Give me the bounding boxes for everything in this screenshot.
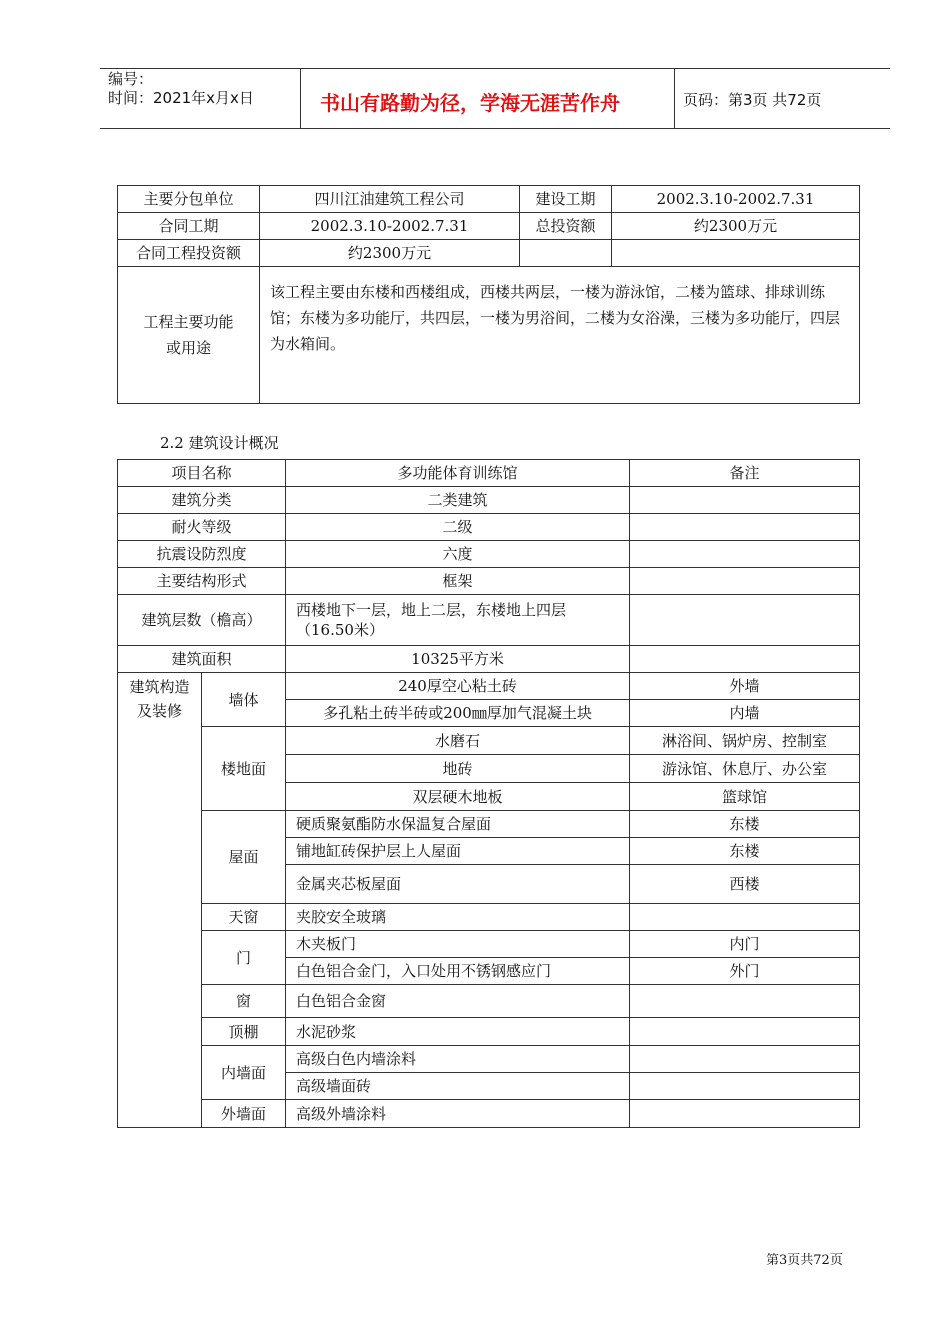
table-row	[118, 931, 860, 958]
sub-label: 外墙面	[202, 1100, 286, 1128]
sub-label: 窗	[202, 985, 286, 1018]
cell-note	[630, 904, 860, 931]
table-row	[118, 541, 860, 568]
cell-value: 夹胶安全玻璃	[286, 904, 630, 931]
cell-note	[630, 1046, 860, 1073]
cell-value: 240厚空心粘土砖	[286, 673, 630, 700]
header-divider-1	[300, 68, 301, 129]
table-row	[118, 595, 860, 646]
column-header: 备注	[630, 460, 860, 487]
cell-label: 总投资额	[520, 213, 612, 240]
cell-note: 淋浴间、锅炉房、控制室	[630, 727, 860, 755]
header-page-number: 页码：第3页 共72页	[683, 91, 822, 109]
sub-label: 内墙面	[202, 1046, 286, 1100]
cell-note	[630, 985, 860, 1018]
cell-value: 10325平方米	[286, 646, 630, 673]
cell-value: 木夹板门	[286, 931, 630, 958]
cell-value	[612, 240, 860, 267]
cell-value: 二类建筑	[286, 487, 630, 514]
cell-value: 铺地缸砖保护层上人屋面	[286, 838, 630, 865]
cell-note	[630, 541, 860, 568]
cell-note	[630, 487, 860, 514]
cell-value: 约2300万元	[260, 240, 520, 267]
table-row	[118, 240, 860, 267]
cell-note	[630, 595, 860, 646]
cell-value: 白色铝合金窗	[286, 985, 630, 1018]
table-row	[118, 487, 860, 514]
sub-label: 屋面	[202, 811, 286, 904]
cell-value: 2002.3.10-2002.7.31	[612, 186, 860, 213]
cell-value: 约2300万元	[612, 213, 860, 240]
cell-note: 游泳馆、休息厅、办公室	[630, 755, 860, 783]
cell-note: 篮球馆	[630, 783, 860, 811]
cell-label: 建设工期	[520, 186, 612, 213]
table-row	[118, 646, 860, 673]
cell-value: 二级	[286, 514, 630, 541]
sub-label: 天窗	[202, 904, 286, 931]
cell-value: 高级墙面砖	[286, 1073, 630, 1100]
header-time: 时间：2021年x月x日	[108, 89, 254, 107]
cell-note: 东楼	[630, 838, 860, 865]
table-row	[118, 1100, 860, 1128]
cell-note	[630, 514, 860, 541]
table-row	[118, 1046, 860, 1073]
cell-value: 地砖	[286, 755, 630, 783]
cell-value: 水泥砂浆	[286, 1018, 630, 1046]
sub-label: 墙体	[202, 673, 286, 727]
cell-value: 框架	[286, 568, 630, 595]
table-row	[118, 186, 860, 213]
table-row	[118, 904, 860, 931]
design-overview-table	[117, 459, 860, 1128]
cell-note: 西楼	[630, 865, 860, 904]
header-divider-2	[674, 68, 675, 129]
table-row	[118, 267, 860, 404]
sub-label: 楼地面	[202, 727, 286, 811]
cell-note: 外墙	[630, 673, 860, 700]
cell-value: 高级外墙涂料	[286, 1100, 630, 1128]
cell-label: 合同工期	[118, 213, 260, 240]
cell-value: 金属夹芯板屋面	[286, 865, 630, 904]
cell-value: 2002.3.10-2002.7.31	[260, 213, 520, 240]
cell-value: 硬质聚氨酯防水保温复合屋面	[286, 811, 630, 838]
table-header-row	[118, 460, 860, 487]
cell-note	[630, 568, 860, 595]
cell-value: 多孔粘土砖半砖或200㎜厚加气混凝土块	[286, 700, 630, 727]
cell-label	[520, 240, 612, 267]
table-row	[118, 213, 860, 240]
header-motto: 书山有路勤为径，学海无涯苦作舟	[320, 91, 620, 115]
cell-label: 抗震设防烈度	[118, 541, 286, 568]
cell-note: 外门	[630, 958, 860, 985]
table-row	[118, 568, 860, 595]
group-label: 建筑构造及装修	[118, 673, 202, 1128]
cell-value: 四川江油建筑工程公司	[260, 186, 520, 213]
cell-note: 内门	[630, 931, 860, 958]
cell-note	[630, 1018, 860, 1046]
cell-note	[630, 646, 860, 673]
table-row	[118, 985, 860, 1018]
section-title: 2.2 建筑设计概况	[160, 434, 279, 452]
table-row	[118, 514, 860, 541]
table-row	[118, 1018, 860, 1046]
cell-note: 内墙	[630, 700, 860, 727]
cell-note: 东楼	[630, 811, 860, 838]
header-top-rule	[100, 68, 890, 69]
header-serial: 编号：	[108, 70, 154, 88]
table-row	[118, 727, 860, 755]
table-row	[118, 811, 860, 838]
cell-note	[630, 1073, 860, 1100]
cell-value: 双层硬木地板	[286, 783, 630, 811]
table-row	[118, 673, 860, 700]
cell-label: 建筑分类	[118, 487, 286, 514]
footer-page-number: 第3页共72页	[766, 1253, 843, 1268]
cell-label: 主要结构形式	[118, 568, 286, 595]
cell-label: 耐火等级	[118, 514, 286, 541]
column-header: 项目名称	[118, 460, 286, 487]
cell-note	[630, 1100, 860, 1128]
cell-value: 白色铝合金门，入口处用不锈钢感应门	[286, 958, 630, 985]
cell-value: 西楼地下一层，地上二层，东楼地上四层（16.50米）	[286, 595, 630, 646]
column-header: 多功能体育训练馆	[286, 460, 630, 487]
cell-label: 合同工程投资额	[118, 240, 260, 267]
project-info-table	[117, 185, 860, 404]
sub-label: 顶棚	[202, 1018, 286, 1046]
cell-label: 工程主要功能 或用途	[118, 267, 260, 404]
cell-label: 建筑面积	[118, 646, 286, 673]
cell-value: 六度	[286, 541, 630, 568]
sub-label: 门	[202, 931, 286, 985]
function-description: 该工程主要由东楼和西楼组成，西楼共两层，一楼为游泳馆，二楼为篮球、排球训练馆；东楼为多功能厅，共四层，一楼为男浴间，二楼为女浴澡，三楼为多功能厅，四层为水箱间。	[260, 267, 860, 404]
header-bottom-rule	[100, 128, 890, 129]
cell-value: 水磨石	[286, 727, 630, 755]
cell-label: 主要分包单位	[118, 186, 260, 213]
cell-value: 高级白色内墙涂料	[286, 1046, 630, 1073]
cell-label: 建筑层数（檐高）	[118, 595, 286, 646]
